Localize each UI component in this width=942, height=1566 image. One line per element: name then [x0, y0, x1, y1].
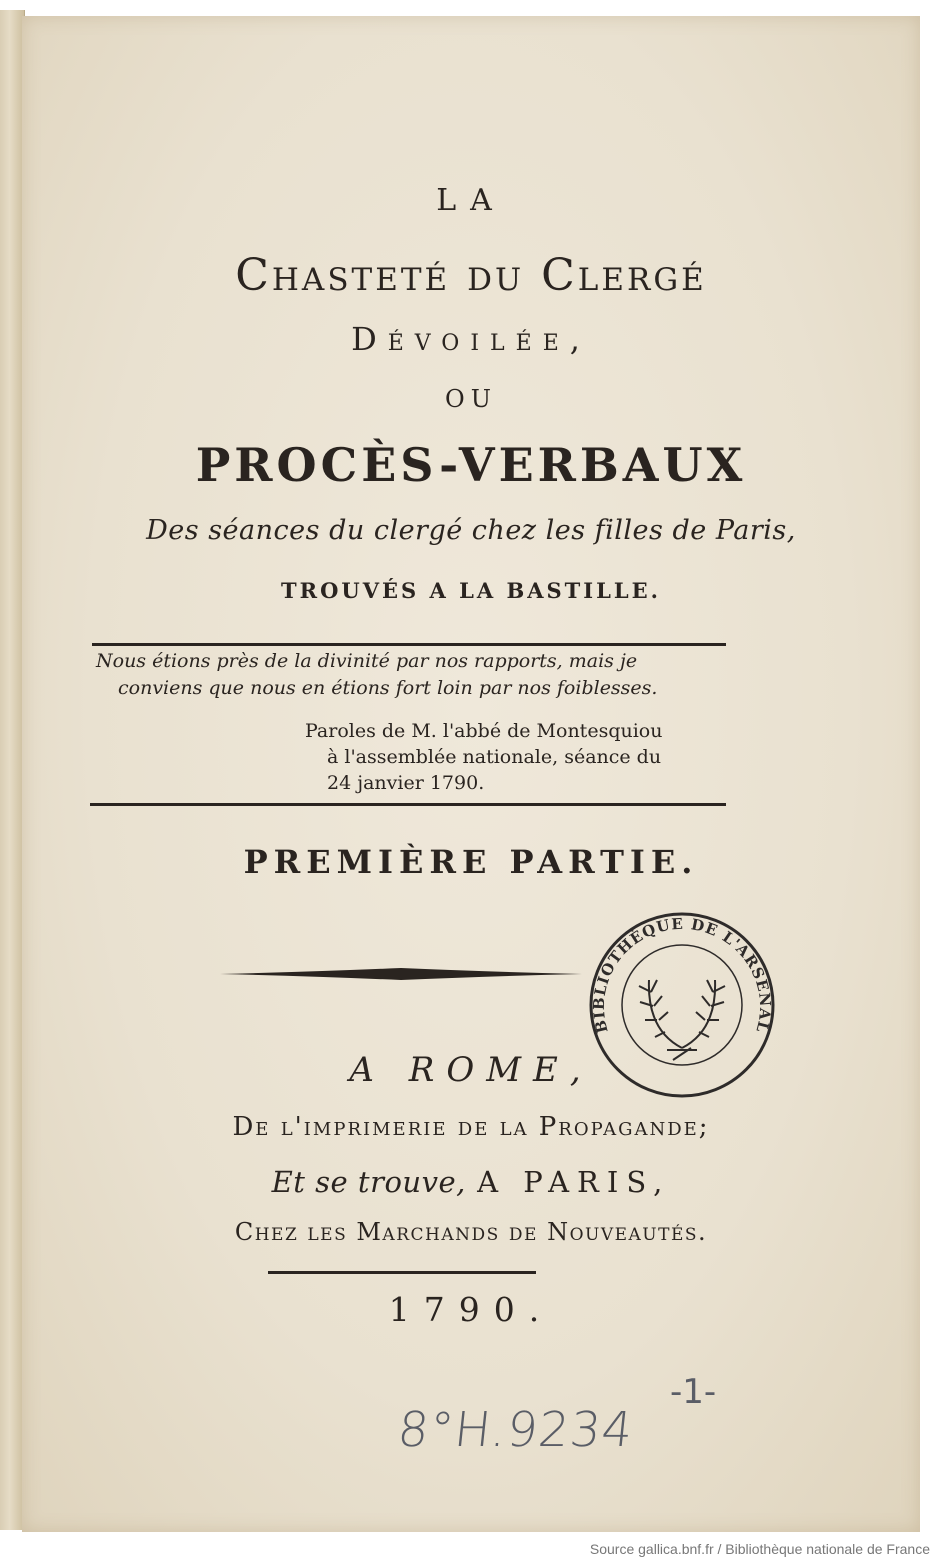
subtitle: Des séances du clergé chez les filles de Paris,	[146, 515, 796, 546]
title-ou: OU	[445, 385, 497, 413]
imprint-a-rome: A ROME,	[349, 1050, 593, 1090]
title-la: LA	[436, 183, 506, 218]
attribution-line-3: 24 janvier 1790.	[327, 772, 485, 794]
epigraph-attribution	[305, 718, 735, 796]
attribution-line-1: Paroles de M. l'abbé de Montesquiou	[305, 720, 663, 742]
part-title: PREMIÈRE PARTIE.	[243, 843, 699, 881]
epigraph-line-2: conviens que nous en étions fort loin par nos foiblesses.	[118, 677, 658, 699]
source-credit: Source gallica.bnf.fr / Bibliothèque nationale de France	[589, 1541, 930, 1557]
flourish-rule	[218, 963, 584, 985]
imprint-a-paris: A PARIS,	[477, 1165, 671, 1199]
epigraph-line-1: Nous étions près de la divinité par nos rapports, mais je	[96, 650, 638, 672]
imprint-se-trouve-line	[0, 1165, 942, 1199]
attribution-line-2: à l'assemblée nationale, séance du	[327, 746, 662, 768]
rule-bottom	[90, 803, 726, 806]
imprint-se-trouve: Et se trouve,	[271, 1165, 466, 1199]
shelfmark-extra: -1-	[670, 1372, 717, 1412]
stamp-text: BIBLIOTHÈQUE DE L'ARSENAL	[589, 914, 775, 1036]
subtitle-found: TROUVÉS A LA BASTILLE.	[281, 578, 661, 603]
title-devoilee: Dévoilée,	[351, 320, 591, 358]
epigraph	[96, 648, 726, 702]
imprint-year: 1790.	[388, 1290, 554, 1329]
imprint-imprimerie: De l'imprimerie de la Propagande;	[232, 1112, 710, 1142]
title-chastete: Chasteté du Clergé	[235, 250, 707, 301]
rule-imprint	[268, 1271, 536, 1274]
imprint-marchands: Chez les Marchands de Nouveautés.	[234, 1218, 708, 1246]
svg-text:BIBLIOTHÈQUE DE L'ARSENAL	[590, 915, 775, 1035]
title-proces-verbaux: PROCÈS-VERBAUX	[195, 438, 747, 492]
shelfmark: 8°H.9234	[395, 1402, 637, 1458]
rule-top	[92, 643, 726, 646]
